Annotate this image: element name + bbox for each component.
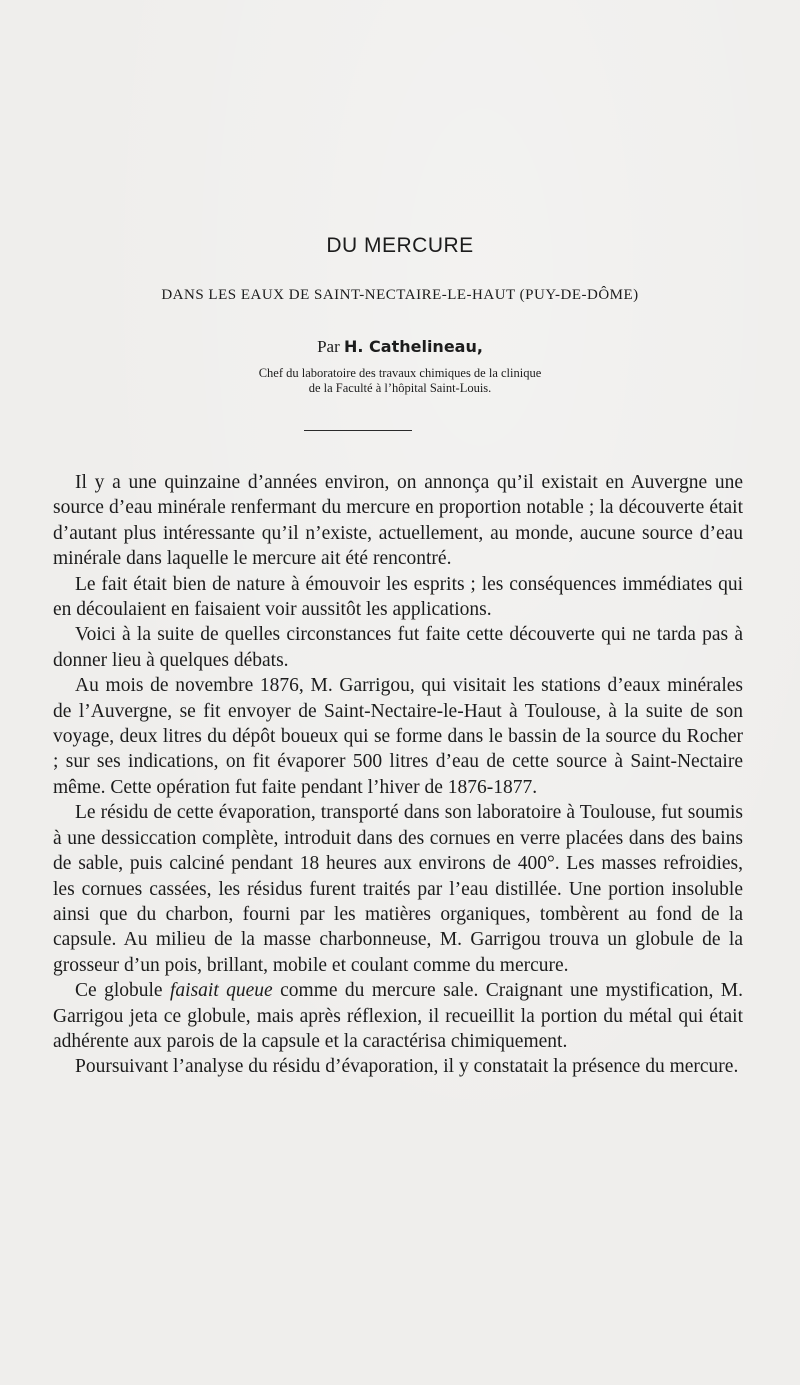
paragraph: Au mois de novembre 1876, M. Garrigou, qui visitait les stations d’eaux minérales de l’Auvergne, se fit envoyer de Saint-Nectaire-le-Haut à Toulouse, à la suite de son voyage, deux litres du dépôt boueux qui se forme dans le bassin de la source du Rocher ; sur ses indications, on fit évaporer 500 litres d’eau de cette source à Saint-Nectaire même. Cette opération fut faite pendant l’hiver de 1876-1877. bbox=[53, 675, 743, 798]
author-name: H. Cathelineau, bbox=[343, 337, 483, 356]
paragraph: Le résidu de cette évaporation, transporté dans son laboratoire à Toulouse, fut soumis à une dessiccation complète, introduit dans des cornues en verre placées dans des bains de sable, puis calciné pendant 18 heures aux environs de 400°. Les masses refroidies, les cornues cassées, les résidus furent traités par l’eau distillée. Une portion insoluble ainsi que du charbon, fourni par les matières organiques, tombèrent au fond de la capsule. Au milieu de la masse charbonneuse, M. Garrigou trouva un globule de la grosseur d’un pois, brillant, mobile et coulant comme du mercure. bbox=[53, 802, 743, 976]
section-divider bbox=[304, 430, 412, 431]
byline bbox=[0, 337, 800, 357]
paragraph: Poursuivant l’analyse du résidu d’évaporation, il y constatait la présence du mercure. bbox=[75, 1056, 739, 1078]
byline-prefix: Par bbox=[317, 337, 340, 356]
italic-phrase: faisait queue bbox=[169, 980, 273, 1002]
article-body bbox=[53, 470, 743, 1080]
affiliation-line-1: Chef du laboratoire des travaux chimiques de la clinique bbox=[258, 366, 542, 380]
paragraph: Voici à la suite de quelles circonstances fut faite cette découverte qui ne tarda pas à donner lieu à quelques débats. bbox=[53, 624, 743, 671]
paragraph-text: comme du mercure sale. Craignant une mystification, M. Garrigou jeta ce globule, mais après réflexion, il recueillit la portion du métal qui était adhérente aux parois de la capsule et la caractérisa chimiquement. bbox=[53, 980, 743, 1052]
paragraph: Il y a une quinzaine d’années environ, on annonça qu’il existait en Auvergne une source d’eau minérale renfermant du mercure en proportion notable ; la découverte était d’autant plus intéressante qu’il n’existe, actuellement, au monde, aucune source d’eau minérale dans laquelle le mercure ait été rencontré. bbox=[53, 472, 743, 570]
article-title: DU MERCURE bbox=[326, 234, 474, 257]
article-subtitle: DANS LES EAUX DE SAINT-NECTAIRE-LE-HAUT (PUY-DE-DÔME) bbox=[161, 287, 639, 303]
paragraph-text: Ce globule bbox=[75, 980, 170, 1002]
affiliation-line-2: de la Faculté à l’hôpital Saint-Louis. bbox=[308, 381, 492, 395]
paragraph bbox=[53, 978, 743, 1054]
author-affiliation bbox=[0, 366, 800, 396]
paragraph: Le fait était bien de nature à émouvoir les esprits ; les conséquences immédiates qui en découlaient en faisaient voir aussitôt les applications. bbox=[53, 573, 743, 621]
